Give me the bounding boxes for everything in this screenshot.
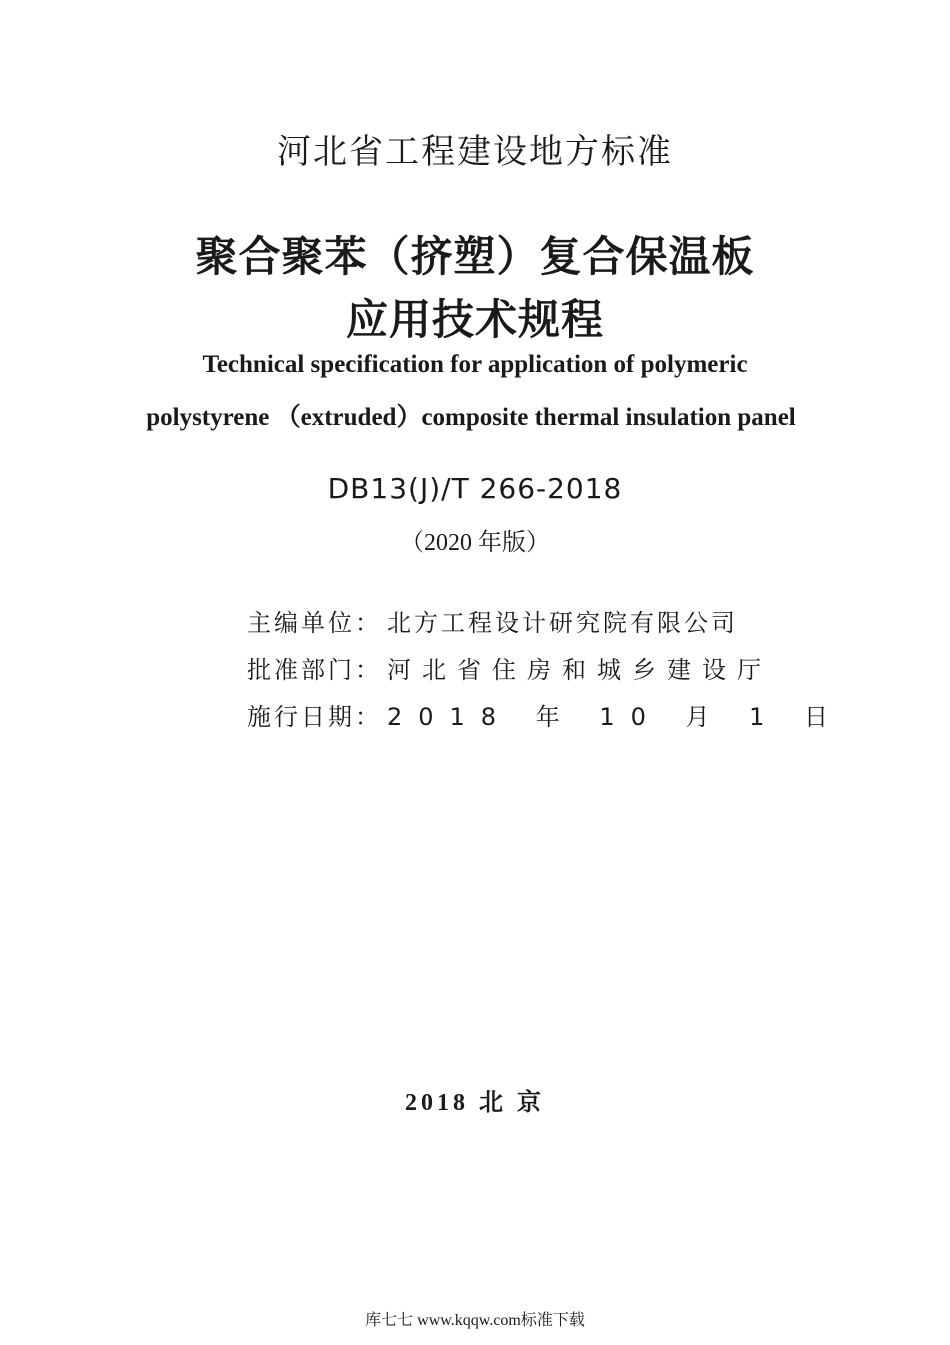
imprint: 2018 北 京	[405, 1090, 545, 1116]
title-english-line-1: Technical specification for application of polymeric	[202, 351, 748, 378]
info-value: 北方工程设计研究院有限公司	[387, 609, 738, 637]
info-row-effective-date	[247, 697, 845, 732]
info-label: 主编单位：	[247, 609, 382, 637]
standard-series: 河北省工程建设地方标准	[277, 132, 673, 172]
standard-code: DB13(J)/T 266-2018	[327, 472, 623, 505]
info-label: 批准部门：	[247, 656, 382, 684]
title-chinese-line-2: 应用技术规程	[345, 295, 604, 344]
info-value: 河北省住房和城乡建设厅	[387, 656, 772, 684]
title-chinese-line-1: 聚合聚苯（挤塑）复合保温板	[195, 232, 755, 281]
title-english-line-2: polystyrene （extruded）composite thermal insulation panel	[146, 404, 796, 431]
info-row-editor	[247, 603, 747, 638]
info-row-approver	[247, 650, 772, 685]
edition: （2020 年版）	[400, 530, 550, 556]
info-label: 施行日期：	[247, 703, 382, 731]
watermark-footer: 库七七 www.kqqw.com标准下载	[365, 1312, 585, 1329]
info-value: 2018 年 10 月 1 日	[387, 703, 845, 731]
